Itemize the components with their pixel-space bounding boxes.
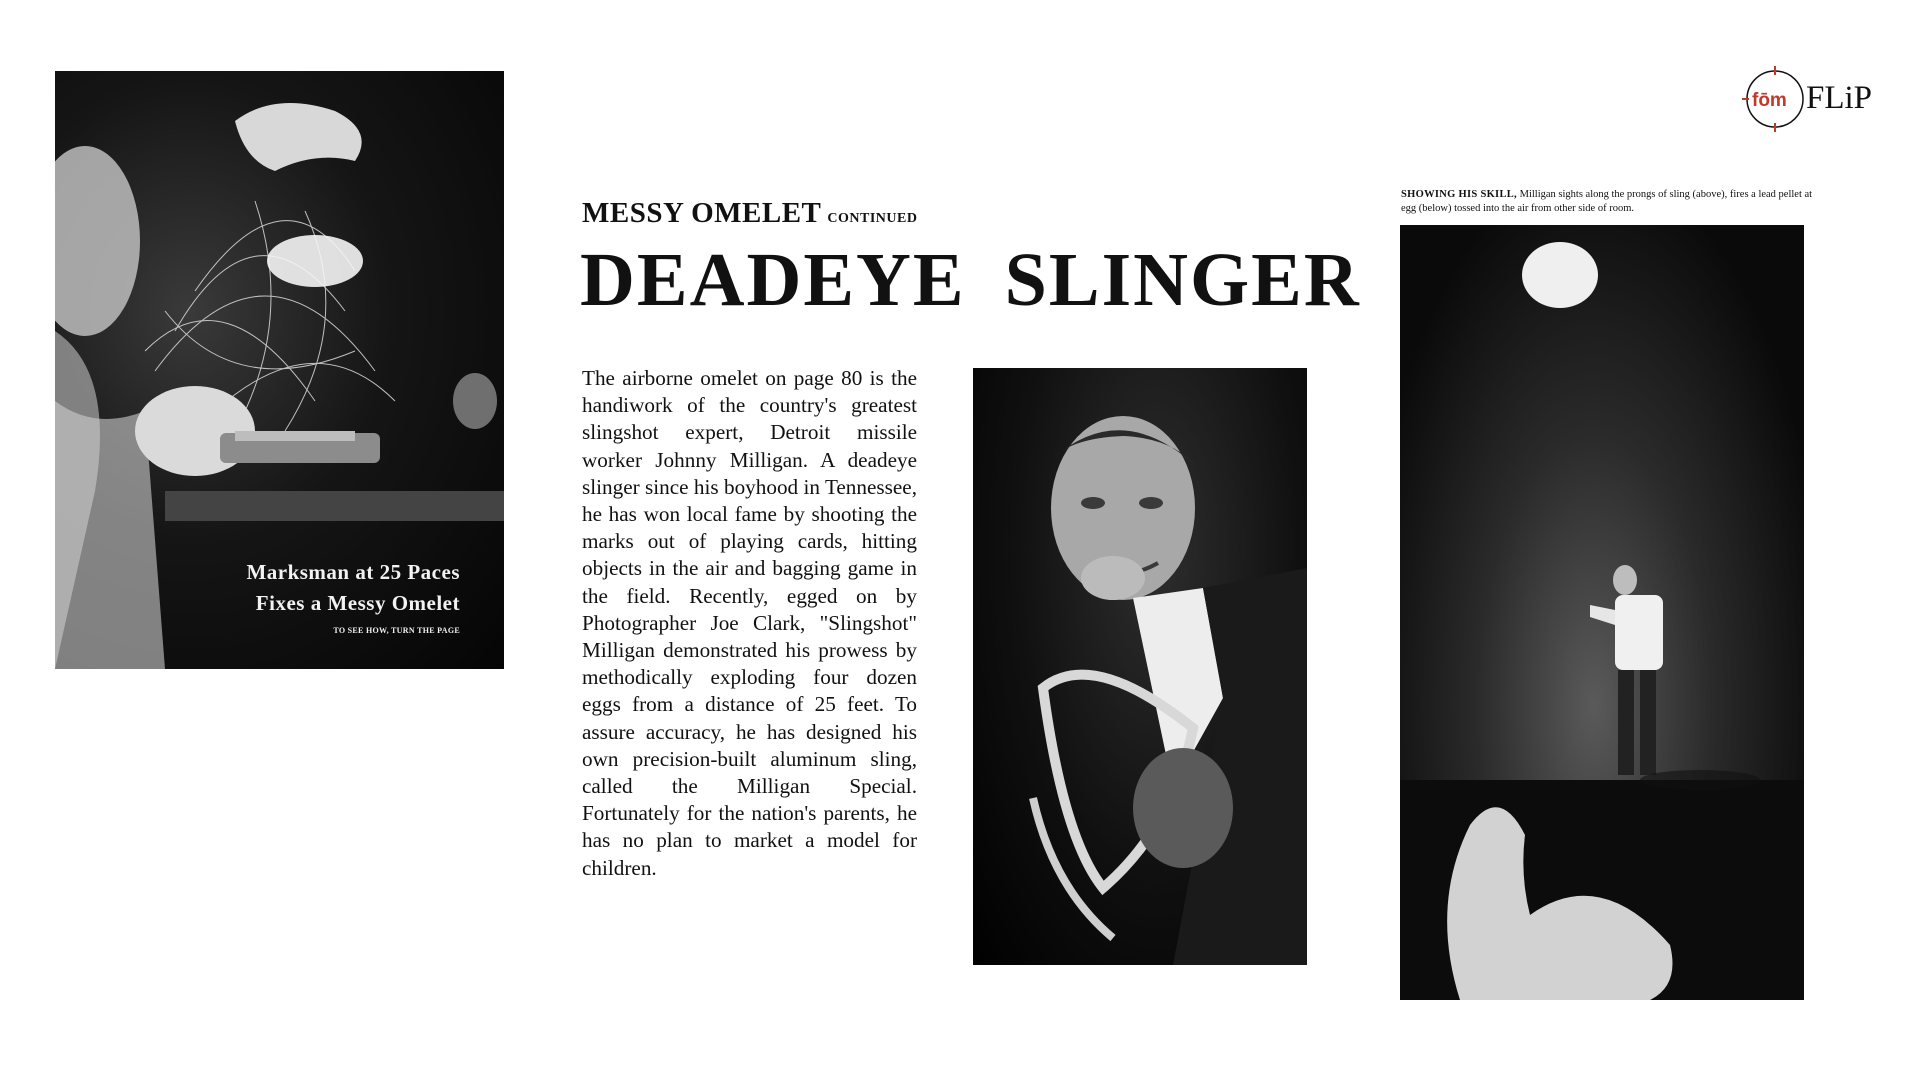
shooter-photo-art bbox=[1400, 225, 1804, 1000]
logo-word: FLiP bbox=[1806, 80, 1873, 116]
article-body: The airborne omelet on page 80 is the handiwork of the country's greatest slingshot expert, Detroit missile worker Johnny Milligan. A deadeye slinger since his boyhood in Tennessee, he has won local fame by shooting the marks out of playing cards, hitting objects in the air and bagging game in the field. Recently, egged on by Photographer Joe Clark, "Slingshot" Milligan demonstrated his prowess by methodically exploding four dozen eggs from a distance of 25 feet. To assure accuracy, he has designed his own precision-built aluminum sling, called the Milligan Special. Fortunately for the nation's parents, he has no plan to market a model for children. bbox=[582, 366, 917, 880]
article-headline: DEADEYE SLINGER bbox=[580, 238, 1361, 322]
logo-mark: fōm bbox=[1752, 90, 1787, 111]
portrait-photo bbox=[973, 368, 1307, 965]
kicker-text: MESSY OMELET bbox=[582, 197, 822, 229]
right-photo-caption bbox=[1401, 188, 1813, 216]
right-caption-text: Milligan sights along the prongs of sling (above), fires a lead pellet at egg (below) tossed into the air from other side of room. bbox=[1401, 189, 1813, 214]
cover-caption-line-1: Marksman at 25 Paces bbox=[246, 560, 460, 584]
cover-caption-line-2: Fixes a Messy Omelet bbox=[255, 591, 460, 615]
cover-caption-line-3: TO SEE HOW, TURN THE PAGE bbox=[333, 626, 460, 635]
kicker-continued: CONTINUED bbox=[827, 211, 918, 226]
fom-flip-logo bbox=[1742, 66, 1892, 132]
portrait-photo-art bbox=[973, 368, 1307, 965]
shooter-photo bbox=[1400, 225, 1804, 1000]
cover-photo bbox=[55, 71, 504, 669]
article-kicker bbox=[582, 197, 917, 230]
right-caption-lead: SHOWING HIS SKILL, bbox=[1401, 189, 1517, 200]
